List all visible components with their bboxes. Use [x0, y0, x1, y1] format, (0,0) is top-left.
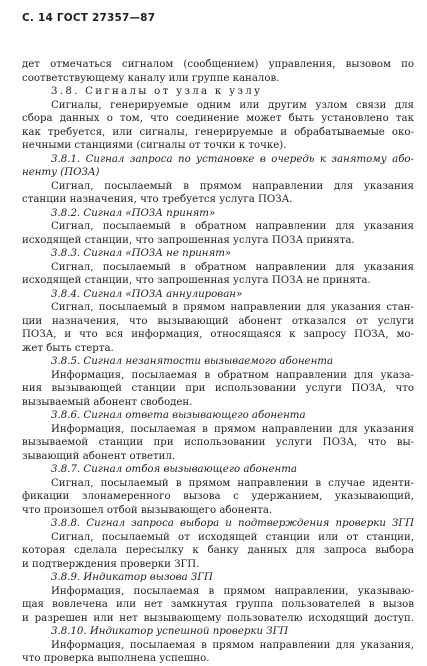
text-line: ПОЗА, и что вся информация, относящаяся к запросу ПОЗА, мо-: [22, 329, 414, 340]
text-line: 3.8.8. Сигнал запроса выбора и подтверждения проверки ЗГП: [51, 518, 414, 529]
text-line: 3.8. Сигналы от узла к узлу: [51, 86, 263, 97]
text-line: Сигнал, посылаемый в прямом направлении в случае иденти-: [51, 477, 414, 489]
text-line: и подтверждения проверки ЗГП.: [22, 558, 200, 570]
text-line: ции назначения, что вызывающий абонент отказался от услуги: [22, 315, 414, 327]
text-line: Сигнал, посылаемый в прямом направлении для указания стан-: [51, 302, 414, 313]
text-line: что произошел отбой вызывающего абонента.: [22, 504, 273, 516]
text-line: которая сделала пересылку к банку данных для запроса выбора: [22, 545, 414, 556]
text-line: 3.8.7. Сигнал отбоя вызывающего абонента: [51, 464, 297, 475]
text-line: Сигналы, генерируемые одним или другим узлом связи для: [51, 99, 414, 111]
text-line: Информация, посылаемая в прямом направлении, указываю-: [51, 585, 414, 597]
text-line: 3.8.3. Сигнал «ПОЗА не принят»: [51, 248, 232, 259]
text-line: дет отмечаться сигналом (сообщением) управления, вызовом по: [22, 59, 414, 70]
text-line: Сигнал, посылаемый в обратном направлении для указания: [51, 261, 414, 273]
text-line: Сигнал, посылаемый в прямом направлении для указания: [51, 180, 414, 192]
text-line: 3.8.6. Сигнал ответа вызывающего абонента: [51, 410, 306, 421]
text-line: фикации злонамеренного вызова с удержанием, указывающий,: [22, 491, 414, 502]
text-line: что проверка выполнена успешно.: [22, 653, 210, 664]
text-line: Информация, посылаемая в прямом направлении для указания: [51, 423, 414, 435]
page-header: С. 14 ГОСТ 27357—87: [22, 12, 156, 24]
text-line: вызываемой станции при использовании услуги ПОЗА, что вы-: [22, 437, 414, 448]
text-line: ния вызывающей станции при использовании услуги ПОЗА, что: [22, 383, 414, 394]
text-line: исходящей станции, что запрошенная услуга ПОЗА принята.: [22, 234, 355, 246]
text-line: сбора данных о том, что соединение может быть установлено так: [22, 113, 414, 124]
text-line: исходящей станции, что запрошенная услуга ПОЗА не принята.: [22, 275, 371, 286]
text-line: вызываемый абонент свободен.: [22, 396, 193, 408]
text-line: Информация, посылаемая в прямом направлении для указания,: [51, 639, 414, 651]
text-line: соответствующему каналу или группе каналов.: [22, 72, 280, 84]
text-line: зывающий абонент ответил.: [22, 450, 176, 462]
text-line: и разрешен или нет вызывающему пользователю исходящий доступ.: [22, 612, 414, 624]
text-line: Сигнал, посылаемый в обратном направлении для указания: [51, 221, 414, 232]
text-line: 3.8.1. Сигнал запроса по установке в очередь к занятому або-: [51, 153, 414, 165]
text-line: 3.8.2. Сигнал «ПОЗА принят»: [51, 207, 216, 219]
document-body: [22, 58, 414, 666]
text-line: 3.8.5. Сигнал незанятости вызываемого абонента: [51, 356, 334, 367]
text-line: как требуется, или сигналы, генерируемые и обрабатываемые око-: [22, 126, 414, 138]
text-line: жет быть стерта.: [22, 342, 114, 354]
text-line: станции назначения, что требуется услуга ПОЗА.: [22, 194, 293, 205]
text-line: щая вовлечена или нет замкнутая группа пользователей в вызов: [22, 599, 414, 610]
text-line: ненту (ПОЗА): [22, 167, 100, 178]
text-line: Сигнал, посылаемый от исходящей станции или от станции,: [51, 531, 414, 543]
text-line: Информация, посылаемая в обратном направлении для указа-: [51, 369, 414, 381]
text-line: нечными станциями (сигналы от точки к точке).: [22, 140, 287, 151]
text-line: 3.8.10. Индикатор успешной проверки ЗГП: [51, 626, 289, 637]
text-line: 3.8.9. Индикатор вызова ЗГП: [51, 572, 213, 583]
text-line: 3.8.4. Сигнал «ПОЗА аннулирован»: [51, 288, 243, 300]
